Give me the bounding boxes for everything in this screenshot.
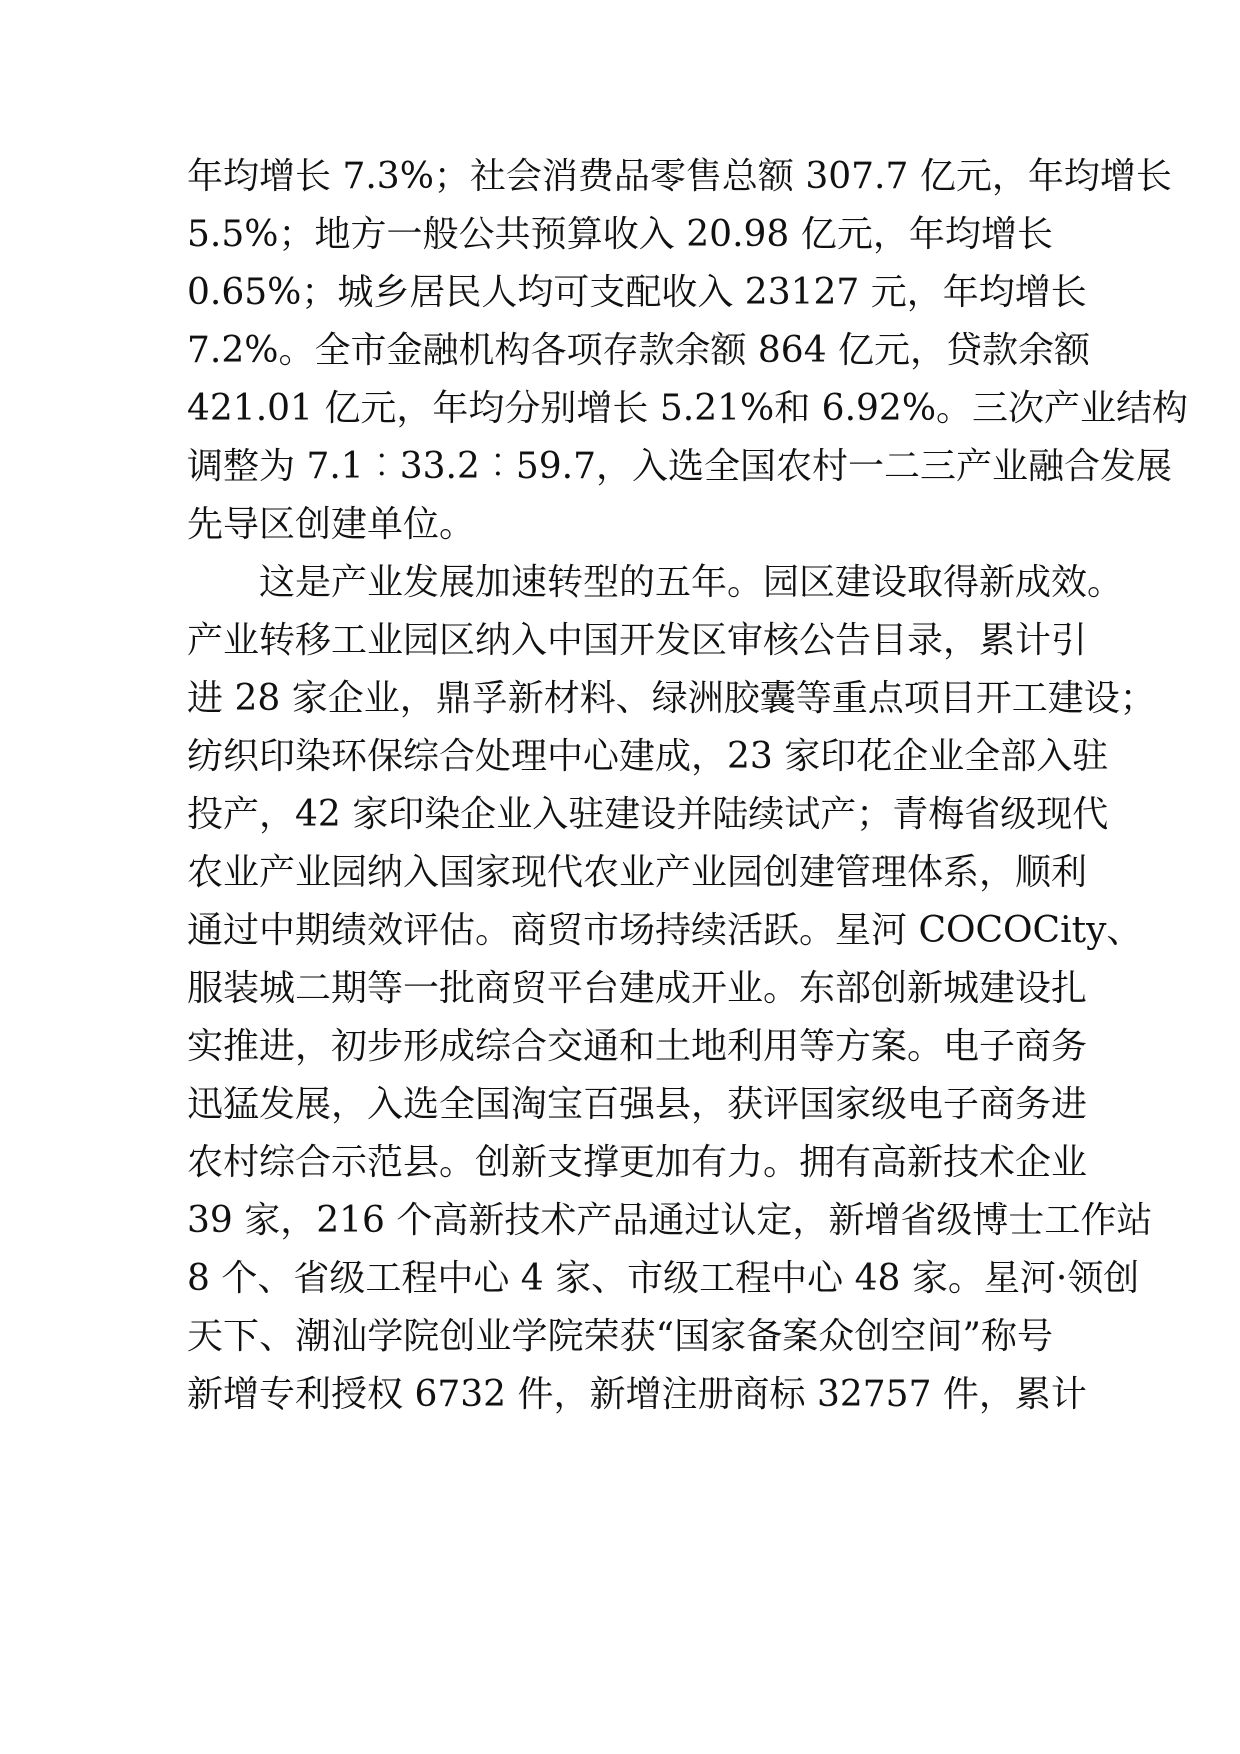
text-line: 天下、潮汕学院创业学院荣获“国家备案众创空间”称号 bbox=[187, 1316, 1053, 1357]
text-line: 农村综合示范县。创新支撑更加有力。拥有高新技术企业 bbox=[187, 1142, 1088, 1183]
text-line: 先导区创建单位。 bbox=[187, 504, 476, 545]
text-line: 纺织印染环保综合处理中心建成，23 家印花企业全部入驻 bbox=[187, 736, 1109, 777]
text-line: 调整为 7.1︰33.2︰59.7，入选全国农村一二三产业融合发展 bbox=[187, 446, 1173, 487]
text-line: 服装城二期等一批商贸平台建成开业。东部创新城建设扎 bbox=[187, 968, 1088, 1009]
text-line: 5.5%；地方一般公共预算收入 20.98 亿元，年均增长 bbox=[187, 214, 1053, 255]
text-line: 7.2%。全市金融机构各项存款余额 864 亿元，贷款余额 bbox=[187, 330, 1091, 371]
text-line: 39 家，216 个高新技术产品通过认定，新增省级博士工作站 bbox=[187, 1200, 1153, 1241]
text-line: 421.01 亿元，年均分别增长 5.21%和 6.92%。三次产业结构 bbox=[187, 388, 1189, 429]
text-line: 通过中期绩效评估。商贸市场持续活跃。星河 COCOCity、 bbox=[187, 910, 1143, 951]
text-line: 8 个、省级工程中心 4 家、市级工程中心 48 家。星河·领创 bbox=[187, 1258, 1140, 1299]
text-line: 实推进，初步形成综合交通和土地利用等方案。电子商务 bbox=[187, 1026, 1088, 1067]
text-line: 这是产业发展加速转型的五年。园区建设取得新成效。 bbox=[259, 562, 1124, 603]
text-line: 年均增长 7.3%；社会消费品零售总额 307.7 亿元，年均增长 bbox=[187, 156, 1172, 197]
text-line: 新增专利授权 6732 件，新增注册商标 32757 件，累计 bbox=[187, 1374, 1087, 1415]
text-line: 投产，42 家印染企业入驻建设并陆续试产；青梅省级现代 bbox=[187, 794, 1109, 835]
text-line: 农业产业园纳入国家现代农业产业园创建管理体系，顺利 bbox=[187, 852, 1088, 893]
text-line: 0.65%；城乡居民人均可支配收入 23127 元，年均增长 bbox=[187, 272, 1087, 313]
text-line: 产业转移工业园区纳入中国开发区审核公告目录，累计引 bbox=[187, 620, 1088, 661]
text-line: 迅猛发展，入选全国淘宝百强县，获评国家级电子商务进 bbox=[187, 1084, 1088, 1125]
text-line: 进 28 家企业，鼎孚新材料、绿洲胶囊等重点项目开工建设； bbox=[187, 678, 1156, 719]
